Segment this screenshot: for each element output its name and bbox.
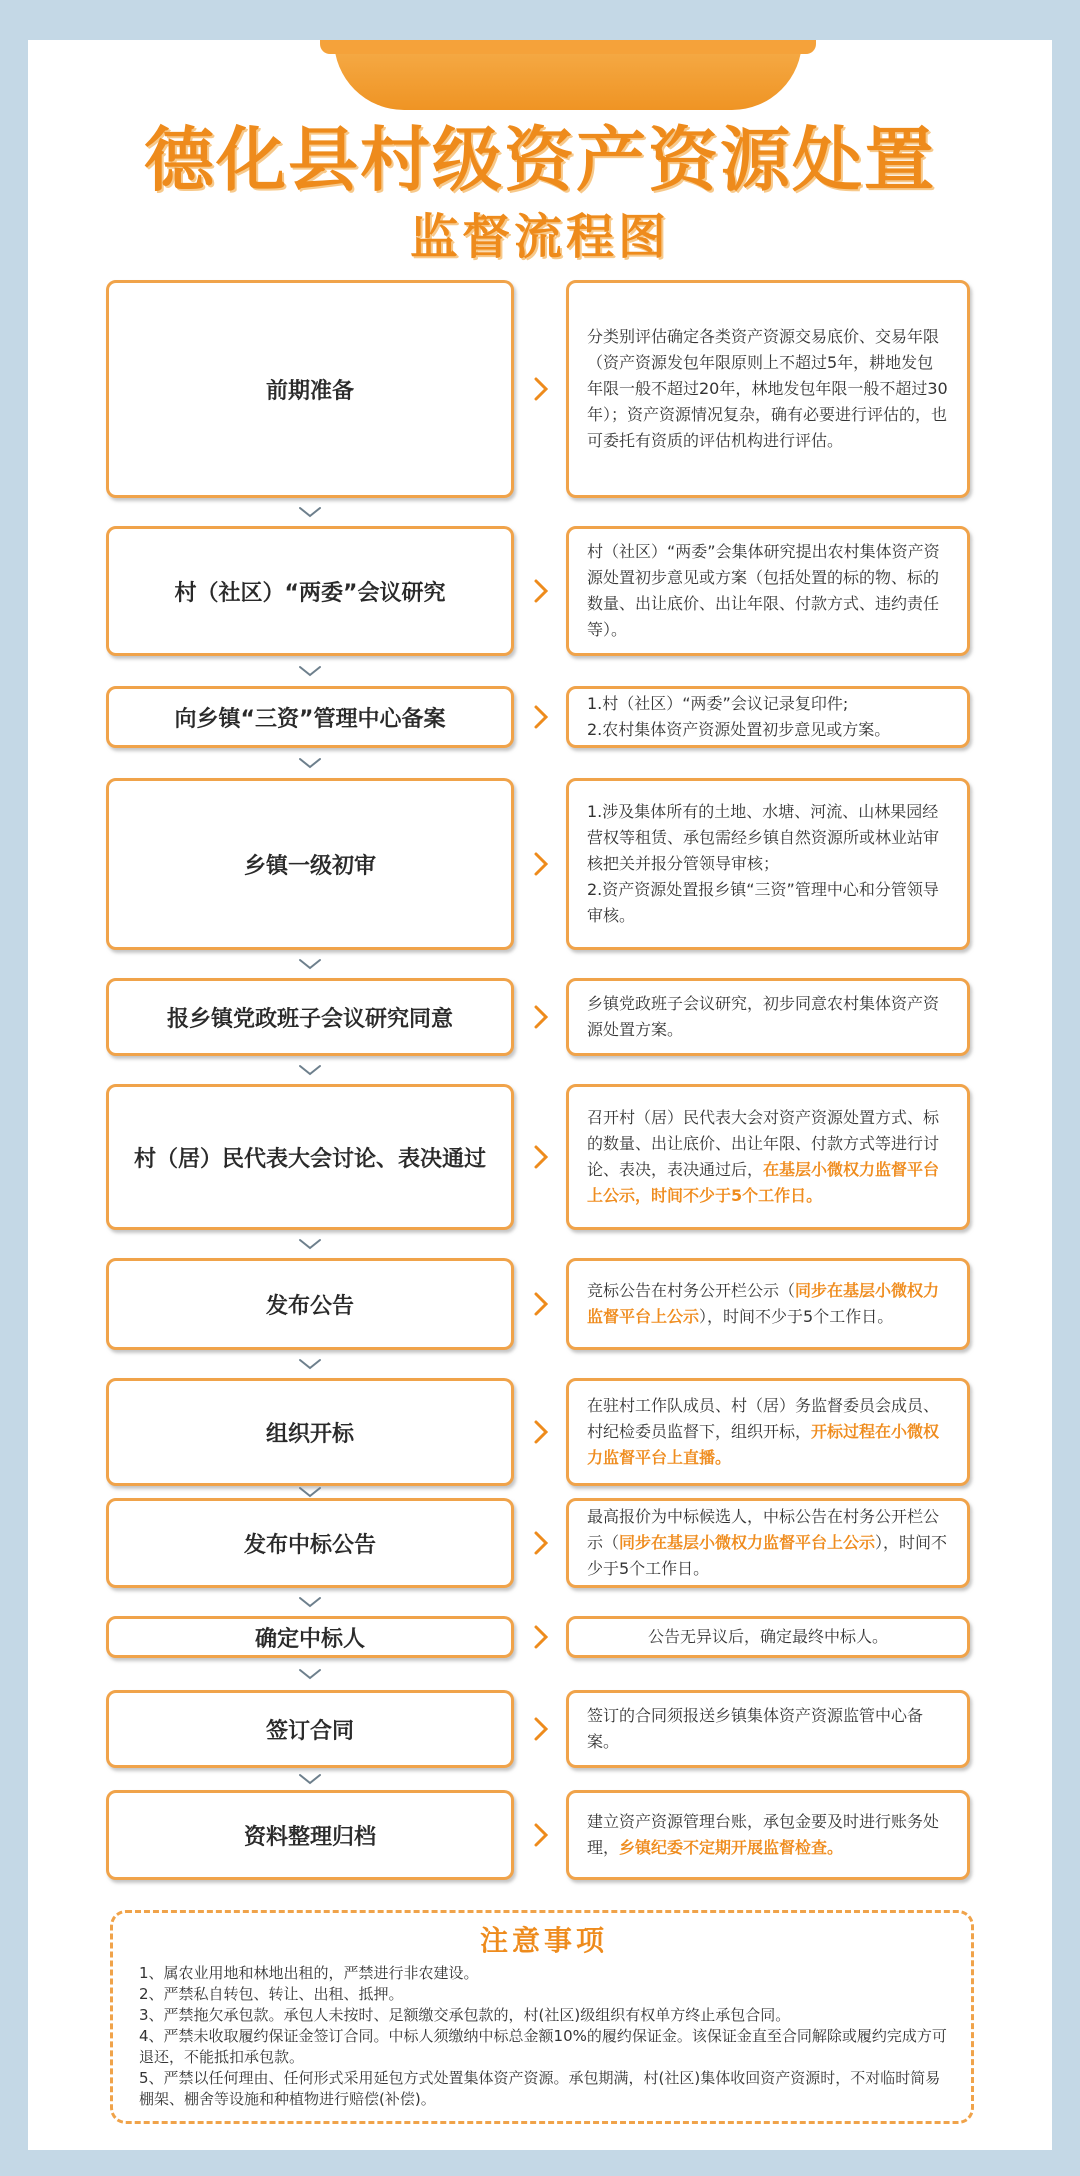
chevron-right-icon xyxy=(528,997,554,1037)
description-segment: 1.涉及集体所有的土地、水塘、河流、山林果园经营权等租赁、承包需经乡镇自然资源所或林业站审核把关并报分管领导审核； xyxy=(587,802,940,873)
chevron-down-icon xyxy=(294,1060,326,1080)
step-label: 资料整理归档 xyxy=(243,1824,376,1850)
step-label: 村（社区）“两委”会议研究 xyxy=(174,580,446,606)
description-segment: 召开村（居）民代表大会对资产资源处置方式、标的数量、出让底价、出让年限、付款方式等进行讨论、表决，表决通过后， xyxy=(587,1108,940,1179)
step-box xyxy=(106,280,514,498)
note-item: 2、严禁私自转包、转让、出租、抵押。 xyxy=(139,1985,404,2003)
description-segment: 公告无异议后，确定最终中标人。 xyxy=(647,1627,888,1646)
step-description xyxy=(566,1690,970,1768)
chevron-down-icon xyxy=(294,954,326,974)
step-description xyxy=(566,280,970,498)
description-text xyxy=(587,1703,949,1755)
step-label: 向乡镇“三资”管理中心备案 xyxy=(174,706,446,732)
step-description xyxy=(566,778,970,950)
chevron-down-icon xyxy=(294,1769,326,1789)
step-box xyxy=(106,1084,514,1230)
chevron-right-icon xyxy=(528,1617,554,1657)
chevron-right-icon xyxy=(528,1709,554,1749)
step-description xyxy=(566,1258,970,1350)
chevron-right-icon xyxy=(528,697,554,737)
step-description xyxy=(566,526,970,656)
chevron-right-icon xyxy=(528,571,554,611)
note-item: 3、严禁拖欠承包款。承包人未按时、足额缴交承包款的，村(社区)级组织有权单方终止承包合同。 xyxy=(139,2006,791,2024)
description-text xyxy=(587,691,949,743)
step-description xyxy=(566,1378,970,1486)
step-label: 确定中标人 xyxy=(254,1626,365,1652)
description-segment: 1.村（社区）“两委”会议记录复印件; xyxy=(587,694,849,713)
chevron-down-icon xyxy=(294,1354,326,1374)
step-box xyxy=(106,1378,514,1486)
notes-box xyxy=(110,1910,974,2124)
page-subtitle: 监督流程图 xyxy=(409,209,670,265)
note-item: 5、严禁以任何理由、任何形式采用延包方式处置集体资产资源。承包期满，村(社区)集体收回资产资源时，不对临时简易棚架、棚舍等设施和种植物进行赔偿(补偿)。 xyxy=(139,2069,941,2108)
note-item: 4、严禁未收取履约保证金签订合同。中标人须缴纳中标总金额10%的履约保证金。该保证金直至合同解除或履约完成方可退还，不能抵扣承包款。 xyxy=(139,2027,947,2066)
description-text xyxy=(587,1393,949,1471)
description-segment: 分类别评估确定各类资产资源交易底价、交易年限（资产资源发包年限原则上不超过5年，耕地发包年限一般不超过20年，林地发包年限一般不超过30年）；资产资源情况复杂，确有必要进行评估的，也可委托有资质的评估机构进行评估。 xyxy=(587,327,948,450)
step-label: 村（居）民代表大会讨论、表决通过 xyxy=(133,1146,486,1172)
chevron-down-icon xyxy=(294,753,326,773)
description-segment: ），时间不少于5个工作日。 xyxy=(587,1533,948,1578)
description-segment: 在驻村工作队成员、村（居）务监督委员会成员、村纪检委员监督下，组织开标， xyxy=(587,1396,940,1441)
description-segment: 乡镇党政班子会议研究，初步同意农村集体资产资源处置方案。 xyxy=(587,994,940,1039)
description-segment: 最高报价为中标候选人，中标公告在村务公开栏公示（ xyxy=(587,1507,940,1552)
page-title: 德化县村级资产资源处置 xyxy=(144,119,936,201)
step-description xyxy=(566,1498,970,1588)
chevron-down-icon xyxy=(294,1592,326,1612)
step-box xyxy=(106,526,514,656)
step-label: 组织开标 xyxy=(265,1421,354,1447)
step-label: 报乡镇党政班子会议研究同意 xyxy=(166,1006,453,1032)
step-box xyxy=(106,978,514,1056)
header-tab xyxy=(334,40,802,110)
chevron-right-icon xyxy=(528,1815,554,1855)
step-label: 发布公告 xyxy=(265,1293,354,1319)
step-description xyxy=(566,1790,970,1880)
description-segment: ），时间不少于5个工作日。 xyxy=(699,1307,894,1326)
chevron-right-icon xyxy=(528,369,554,409)
step-label: 前期准备 xyxy=(265,378,354,404)
step-box xyxy=(106,1790,514,1880)
highlight-text: 同步在基层小微权力监督平台上公示 xyxy=(619,1533,876,1552)
step-label: 乡镇一级初审 xyxy=(243,853,376,879)
description-text xyxy=(587,1278,949,1330)
step-description xyxy=(566,1616,970,1658)
description-segment: 2.资产资源处置报乡镇“三资”管理中心和分管领导审核。 xyxy=(587,880,939,925)
chevron-down-icon xyxy=(294,661,326,681)
description-text xyxy=(587,991,949,1043)
step-box xyxy=(106,1258,514,1350)
chevron-down-icon xyxy=(294,1234,326,1254)
step-label: 签订合同 xyxy=(265,1718,354,1744)
step-description xyxy=(566,1084,970,1230)
chevron-down-icon xyxy=(294,502,326,522)
description-text xyxy=(587,799,949,929)
description-text xyxy=(587,1504,949,1582)
note-list xyxy=(139,1963,949,2110)
highlight-text: 同步在基层小微权力监督平台上公示 xyxy=(587,1281,940,1326)
chevron-down-icon xyxy=(294,1664,326,1684)
note-item: 1、属农业用地和林地出租的，严禁进行非农建设。 xyxy=(139,1964,479,1982)
description-text xyxy=(587,1809,949,1861)
description-segment: 竞标公告在村务公开栏公示（ xyxy=(587,1281,796,1300)
description-segment: 村（社区）“两委”会集体研究提出农村集体资产资源处置初步意见或方案（包括处置的标的物、标的数量、出让底价、出让年限、付款方式、违约责任等）。 xyxy=(587,542,940,639)
description-segment: 签订的合同须报送乡镇集体资产资源监管中心备案。 xyxy=(587,1706,924,1751)
highlight-text: 在基层小微权力监督平台上公示，时间不少于5个工作日。 xyxy=(587,1160,940,1205)
description-text xyxy=(587,324,949,454)
step-box xyxy=(106,1616,514,1658)
description-segment: 建立资产资源管理台账，承包金要及时进行账务处理， xyxy=(587,1812,940,1857)
description-text xyxy=(587,1105,949,1209)
chevron-right-icon xyxy=(528,1523,554,1563)
step-description xyxy=(566,686,970,748)
chevron-right-icon xyxy=(528,1412,554,1452)
step-label: 发布中标公告 xyxy=(243,1532,376,1558)
step-box xyxy=(106,1498,514,1588)
description-text xyxy=(587,1624,949,1650)
highlight-text: 乡镇纪委不定期开展监督检查。 xyxy=(619,1838,844,1857)
chevron-right-icon xyxy=(528,1284,554,1324)
description-text xyxy=(587,539,949,643)
step-description xyxy=(566,978,970,1056)
description-segment: 2.农村集体资产资源处置初步意见或方案。 xyxy=(587,720,891,739)
step-box xyxy=(106,778,514,950)
chevron-right-icon xyxy=(528,844,554,884)
chevron-right-icon xyxy=(528,1137,554,1177)
notes-title: 注意事项 xyxy=(479,1924,608,1957)
highlight-text: 开标过程在小微权力监督平台上直播。 xyxy=(587,1422,940,1467)
step-box xyxy=(106,1690,514,1768)
step-box xyxy=(106,686,514,748)
